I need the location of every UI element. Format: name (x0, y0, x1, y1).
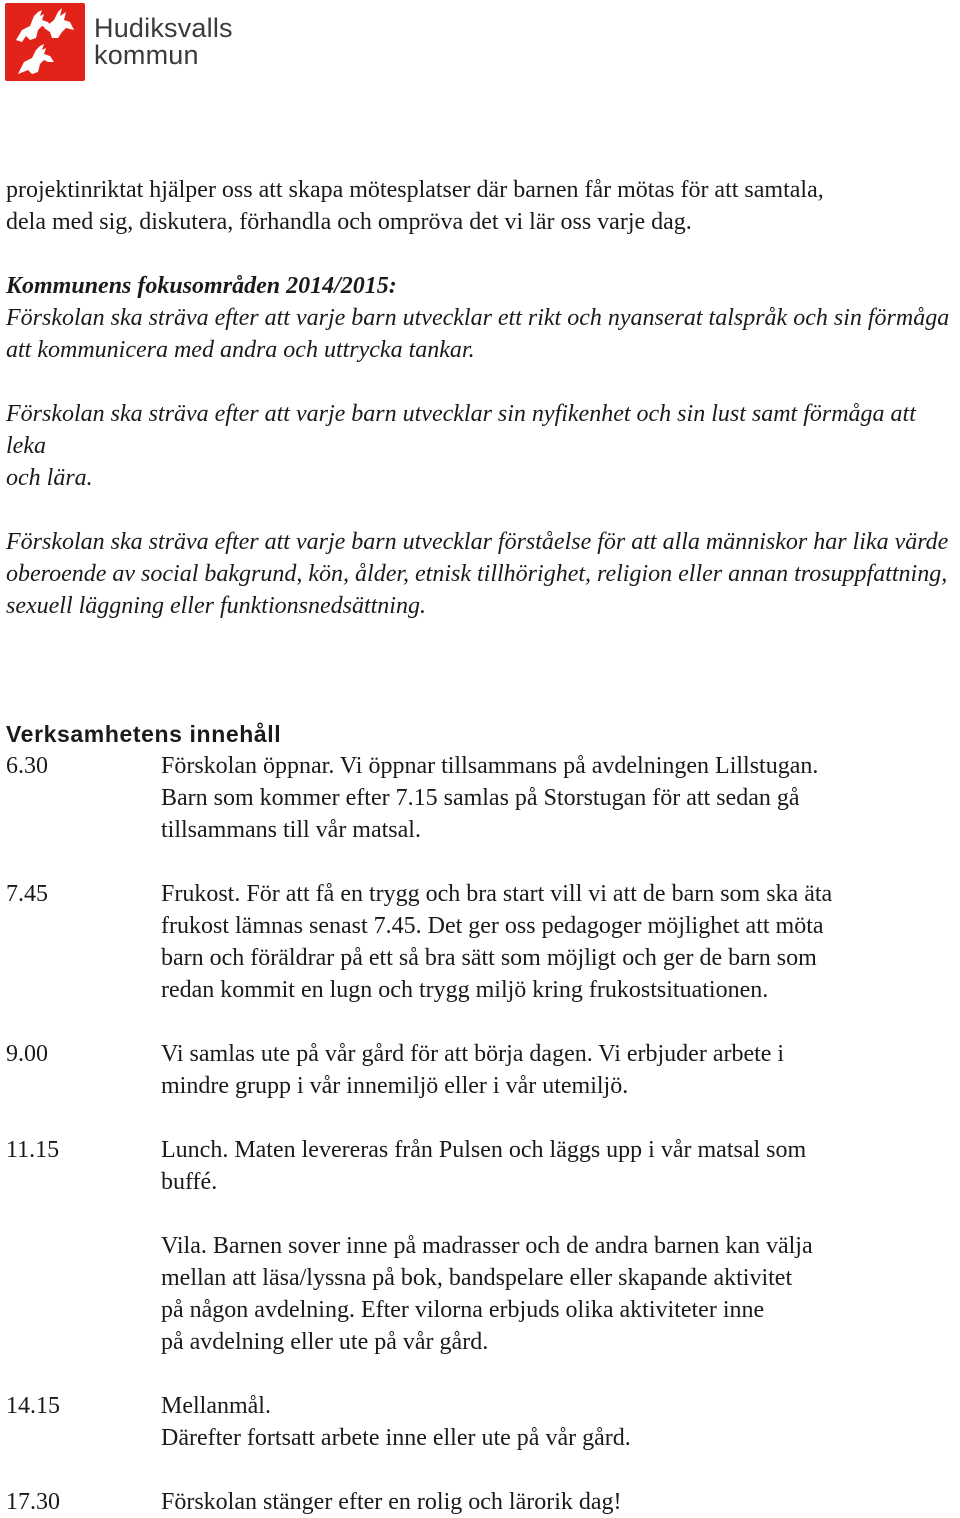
schedule-line: redan kommit en lugn och trygg miljö kring frukostsituationen. (161, 977, 769, 1003)
schedule-line: på avdelning eller ute på vår gård. (161, 1329, 489, 1355)
schedule-entry (6, 1038, 956, 1102)
schedule-line: mellan att läsa/lyssna på bok, bandspelare eller skapande aktivitet (161, 1265, 793, 1291)
schedule-line: mindre grupp i vår innemiljö eller i vår utemiljö. (161, 1073, 629, 1099)
logo-line-1: Hudiksvalls (94, 13, 233, 43)
schedule-description (161, 1038, 956, 1102)
schedule-entry (6, 1134, 956, 1198)
focus-item-1-line-2: att kommunicera med andra och uttrycka tankar. (6, 337, 475, 363)
schedule-line: Vi samlas ute på vår gård för att börja dagen. Vi erbjuder arbete i (161, 1041, 785, 1067)
schedule-line: Vila. Barnen sover inne på madrasser och de andra barnen kan välja (161, 1233, 813, 1259)
document-body (6, 174, 956, 1518)
schedule-time: 7.45 (6, 881, 48, 907)
focus-item-1-line-1: Förskolan ska sträva efter att varje barn utvecklar ett rikt och nyanserat talspråk och sin förmåga (6, 305, 950, 331)
focus-item-2-line-2: och lära. (6, 465, 93, 491)
schedule-description (161, 1134, 956, 1198)
focus-item-3-line-2: oberoende av social bakgrund, kön, ålder, etnisk tillhörighet, religion eller annan trosuppfattning, (6, 561, 948, 587)
goat-emblem-icon (5, 3, 85, 81)
schedule-line: buffé. (161, 1169, 218, 1195)
schedule-description (161, 1230, 956, 1358)
schedule-description (161, 1486, 956, 1518)
logo-line-2: kommun (94, 40, 199, 70)
schedule-time: 17.30 (6, 1489, 60, 1515)
schedule-entry (6, 1486, 956, 1518)
schedule-description (161, 750, 956, 846)
schedule-entry (6, 1230, 956, 1358)
schedule-time: 14.15 (6, 1393, 60, 1419)
schedule-line: Förskolan stänger efter en rolig och lärorik dag! (161, 1489, 622, 1515)
schedule-time: 11.15 (6, 1137, 60, 1163)
schedule-time: 9.00 (6, 1041, 48, 1067)
schedule-line: tillsammans till vår matsal. (161, 817, 421, 843)
schedule-line: Frukost. För att få en trygg och bra start vill vi att de barn som ska äta (161, 881, 833, 907)
schedule-time: 6.30 (6, 753, 48, 779)
focus-item-3-line-1: Förskolan ska sträva efter att varje barn utvecklar förståelse för att alla människor har lika värde (6, 529, 949, 555)
focus-item-3-line-3: sexuell läggning eller funktionsnedsättning. (6, 593, 426, 619)
schedule-entry (6, 1390, 956, 1454)
schedule-description (161, 878, 956, 1006)
schedule-line: Förskolan öppnar. Vi öppnar tillsammans på avdelningen Lillstugan. (161, 753, 819, 779)
logo (5, 3, 233, 81)
schedule-line: Lunch. Maten levereras från Pulsen och läggs upp i vår matsal som (161, 1137, 807, 1163)
schedule-entry (6, 878, 956, 1006)
schedule-line: Därefter fortsatt arbete inne eller ute på vår gård. (161, 1425, 631, 1451)
schedule-heading: Verksamhetens innehåll (6, 721, 282, 747)
schedule-time (6, 1230, 161, 1358)
intro-line-2: dela med sig, diskutera, förhandla och ompröva det vi lär oss varje dag. (6, 209, 692, 235)
schedule-line: Mellanmål. (161, 1393, 271, 1419)
focus-item-2-line-1: Förskolan ska sträva efter att varje barn utvecklar sin nyfikenhet och sin lust samt förmåga att leka (6, 401, 916, 459)
focus-heading: Kommunens fokusområden 2014/2015: (6, 273, 397, 299)
intro-line-1: projektinriktat hjälper oss att skapa mötesplatser där barnen får mötas för att samtala, (6, 177, 824, 203)
schedule-line: frukost lämnas senast 7.45. Det ger oss pedagoger möjlighet att möta (161, 913, 824, 939)
logo-wordmark (94, 15, 233, 69)
schedule-line: barn och föräldrar på ett så bra sätt som möjligt och ger de barn som (161, 945, 817, 971)
schedule-line: på någon avdelning. Efter vilorna erbjuds olika aktiviteter inne (161, 1297, 765, 1323)
schedule-line: Barn som kommer efter 7.15 samlas på Storstugan för att sedan gå (161, 785, 800, 811)
schedule-description (161, 1390, 956, 1454)
schedule-entry (6, 750, 956, 846)
